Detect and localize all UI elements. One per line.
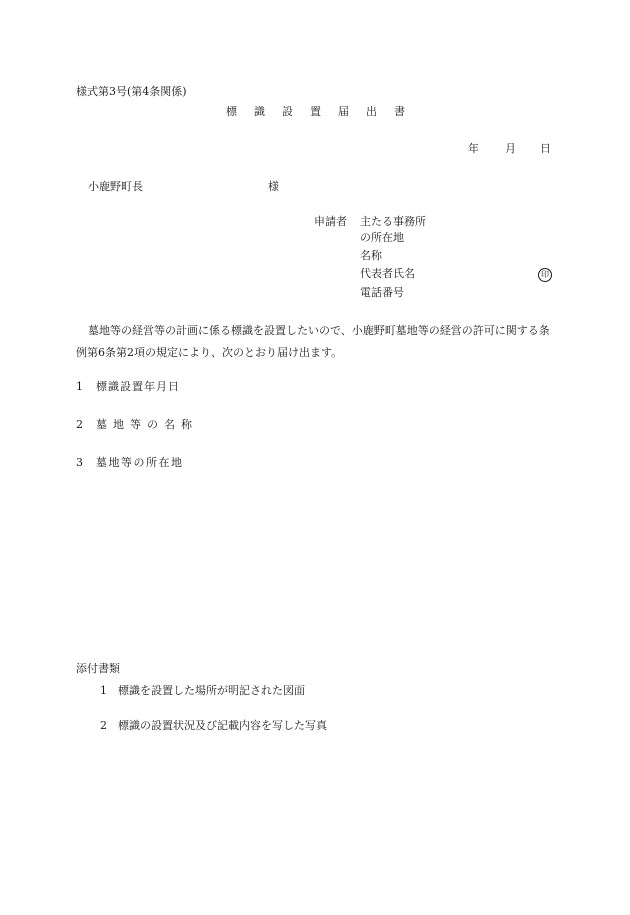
title-char: 識 [254,105,265,118]
title-char: 書 [394,105,405,118]
attachments-heading: 添付書類 [76,662,120,675]
item-label-cemetery-location: 墓地等の所在地 [96,456,184,469]
attachment-number: 1 [100,684,107,697]
title-char: 届 [338,105,349,118]
body-paragraph: 墓地等の経営等の計画に係る標識を設置したいので、小鹿野町墓地等の経営の許可に関する条例第6条第2項の規定により、次のとおり届け出ます。 [76,324,550,359]
item-number: 1 [76,380,83,393]
applicant-name-label: 名称 [360,249,382,262]
item-number: 3 [76,456,83,469]
date-year: 年 [468,142,479,155]
document-title [226,104,405,119]
title-char: 置 [310,105,321,118]
title-char: 標 [226,105,237,118]
title-char: 出 [366,105,377,118]
attachment-number: 2 [100,719,107,732]
addressee-name: 小鹿野町長 [88,180,143,193]
date-day: 日 [540,142,551,155]
addressee-honorific: 様 [268,180,279,193]
item-label-installation-date: 標識設置年月日 [96,380,180,393]
applicant-office-line2: の所在地 [360,231,404,244]
form-label: 様式第3号(第4条関係) [76,85,187,98]
date-month: 月 [505,142,516,155]
attachment-item: 標識を設置した場所が明記された図面 [118,684,305,697]
item-label-cemetery-name: 墓地等の名称 [96,418,198,431]
seal-mark: 印 [538,268,552,282]
applicant-label: 申請者 [314,215,347,228]
attachment-item: 標識の設置状況及び記載内容を写した写真 [118,719,327,732]
title-char: 設 [282,105,293,118]
applicant-representative-label: 代表者氏名 [360,267,415,280]
applicant-phone-label: 電話番号 [360,286,404,299]
applicant-office-line1: 主たる事務所 [360,215,426,228]
item-number: 2 [76,418,83,431]
